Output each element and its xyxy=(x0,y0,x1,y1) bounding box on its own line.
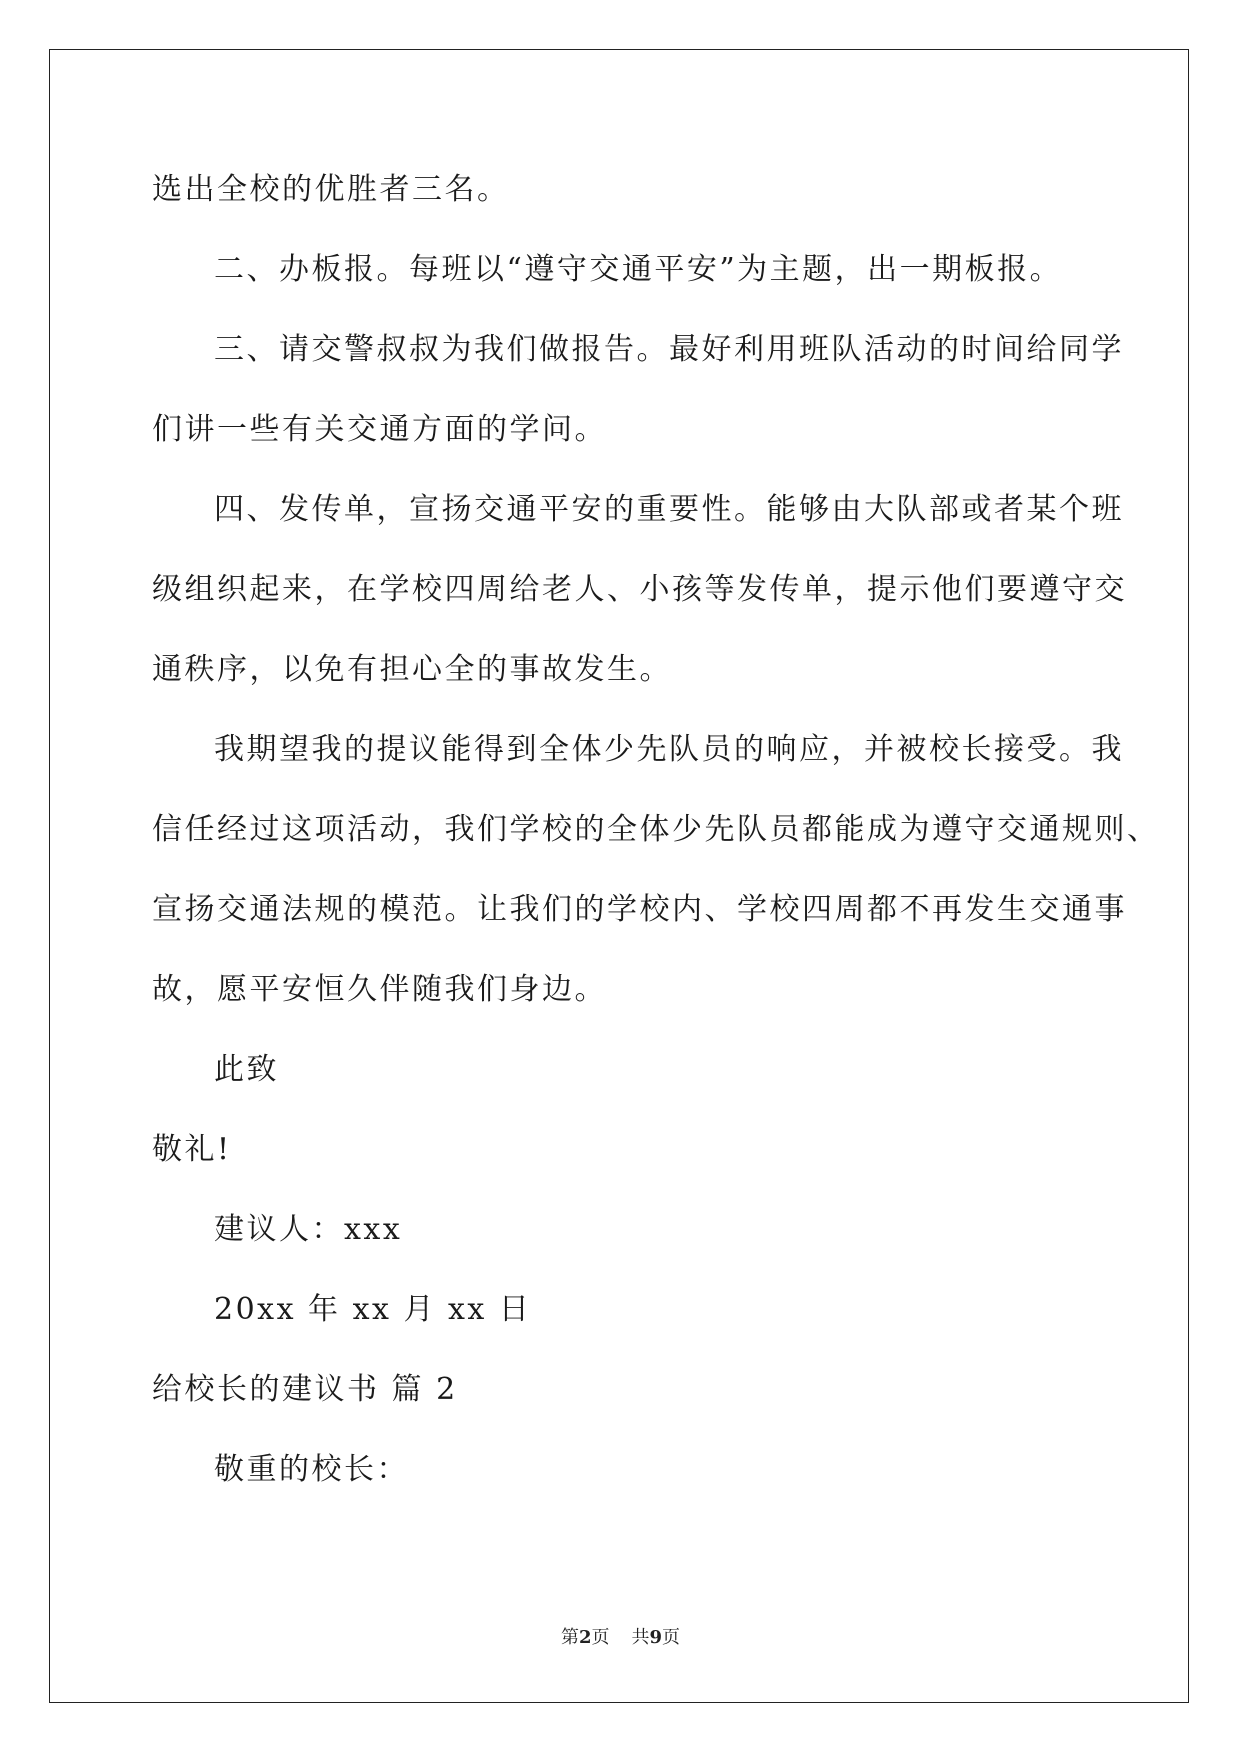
footer-page-number: 2 xyxy=(578,1627,592,1648)
paragraph-line: 信任经过这项活动，我们学校的全体少先队员都能成为遵守交通规则、 xyxy=(152,812,1160,847)
footer-total-pages: 9 xyxy=(649,1627,663,1648)
greeting-line: 敬重的校长： xyxy=(214,1452,409,1487)
footer-total-prefix: 共 xyxy=(631,1627,650,1648)
paragraph-line: 我期望我的提议能得到全体少先队员的响应，并被校长接受。我 xyxy=(214,732,1124,767)
footer-page-unit: 页 xyxy=(591,1627,610,1648)
signature-line: 建议人：xxx xyxy=(214,1212,403,1247)
paragraph-line: 宣扬交通法规的模范。让我们的学校内、学校四周都不再发生交通事 xyxy=(152,892,1127,927)
paragraph-line: 四、发传单，宣扬交通平安的重要性。能够由大队部或者某个班 xyxy=(214,492,1124,527)
paragraph-line: 三、请交警叔叔为我们做报告。最好利用班队活动的时间给同学 xyxy=(214,332,1124,367)
section-heading: 给校长的建议书 篇 2 xyxy=(152,1372,458,1407)
closing-line: 此致 xyxy=(214,1052,279,1087)
page-footer xyxy=(0,1626,1241,1650)
paragraph-line: 们讲一些有关交通方面的学问。 xyxy=(152,412,607,447)
paragraph-line: 二、办板报。每班以“遵守交通平安”为主题，出一期板报。 xyxy=(214,252,1063,287)
footer-page-prefix: 第 xyxy=(560,1627,579,1648)
salutation-line: 敬礼! xyxy=(152,1132,232,1167)
paragraph-line: 通秩序，以免有担心全的事故发生。 xyxy=(152,652,672,687)
paragraph-line: 选出全校的优胜者三名。 xyxy=(152,172,510,207)
paragraph-line: 故，愿平安恒久伴随我们身边。 xyxy=(152,972,607,1007)
footer-total-unit: 页 xyxy=(662,1627,681,1648)
paragraph-line: 级组织起来，在学校四周给老人、小孩等发传单，提示他们要遵守交 xyxy=(152,572,1127,607)
date-line: 20xx 年 xx 月 xx 日 xyxy=(214,1292,532,1327)
